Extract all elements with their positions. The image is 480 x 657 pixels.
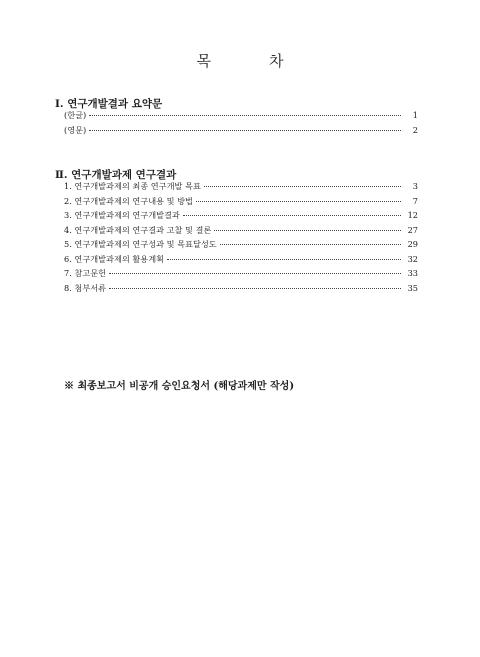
dot-leader — [109, 273, 401, 274]
dot-leader — [89, 115, 401, 116]
approval-request-notice: ※ 최종보고서 비공개 승인요청서 (해당과제만 작성) — [64, 381, 295, 392]
toc-entry[interactable] — [64, 283, 418, 298]
toc-entry-page: 12 — [407, 210, 418, 220]
title-char-1: 목 — [196, 52, 211, 70]
toc-entry[interactable] — [64, 268, 418, 283]
page-title — [0, 50, 480, 71]
toc-entry[interactable] — [64, 225, 418, 240]
toc-entry[interactable] — [64, 196, 418, 211]
toc-entry[interactable] — [64, 125, 418, 140]
toc-entry-page: 32 — [407, 253, 418, 264]
toc-list-results — [64, 181, 418, 297]
toc-entry-page: 27 — [407, 224, 418, 235]
dot-leader — [220, 244, 401, 245]
toc-entry-page: 3 — [412, 181, 418, 191]
toc-entry-label: 5. 연구개발과제의 연구성과 및 목표달성도 — [64, 239, 217, 249]
toc-entry-label: 4. 연구개발과제의 연구결과 고찰 및 결론 — [64, 224, 212, 235]
dot-leader — [109, 288, 401, 289]
toc-entry-label: 7. 참고문헌 — [64, 268, 107, 278]
dot-leader — [89, 130, 401, 131]
section-heading-summary: Ⅰ. 연구개발결과 요약문 — [55, 98, 163, 110]
toc-entry-label: 6. 연구개발과제의 활용계획 — [64, 253, 165, 264]
toc-entry[interactable] — [64, 110, 418, 125]
title-char-2: 차 — [269, 52, 284, 70]
toc-entry-page: 7 — [412, 195, 418, 206]
toc-list-summary — [64, 110, 418, 139]
toc-entry-label: 8. 첨부서류 — [64, 282, 107, 293]
toc-entry[interactable] — [64, 210, 418, 225]
dot-leader — [214, 230, 401, 231]
toc-entry[interactable] — [64, 239, 418, 254]
toc-entry-label: 3. 연구개발과제의 연구개발결과 — [64, 210, 180, 220]
toc-entry-page: 33 — [407, 268, 418, 278]
toc-entry-page: 29 — [407, 239, 418, 249]
section-heading-results: Ⅱ. 연구개발과제 연구결과 — [55, 169, 177, 181]
toc-entry[interactable] — [64, 254, 418, 269]
dot-leader — [196, 201, 401, 202]
toc-entry-page: 1 — [412, 110, 418, 120]
toc-entry-page: 2 — [412, 124, 418, 135]
toc-entry-label: (한글) — [64, 110, 87, 120]
toc-entry[interactable] — [64, 181, 418, 196]
dot-leader — [183, 215, 401, 216]
toc-entry-page: 35 — [407, 282, 418, 293]
dot-leader — [204, 186, 401, 187]
toc-entry-label: 1. 연구개발과제의 최종 연구개발 목표 — [64, 181, 201, 191]
toc-entry-label: 2. 연구개발과제의 연구내용 및 방법 — [64, 195, 193, 206]
toc-entry-label: (영문) — [64, 124, 87, 135]
dot-leader — [167, 259, 401, 260]
